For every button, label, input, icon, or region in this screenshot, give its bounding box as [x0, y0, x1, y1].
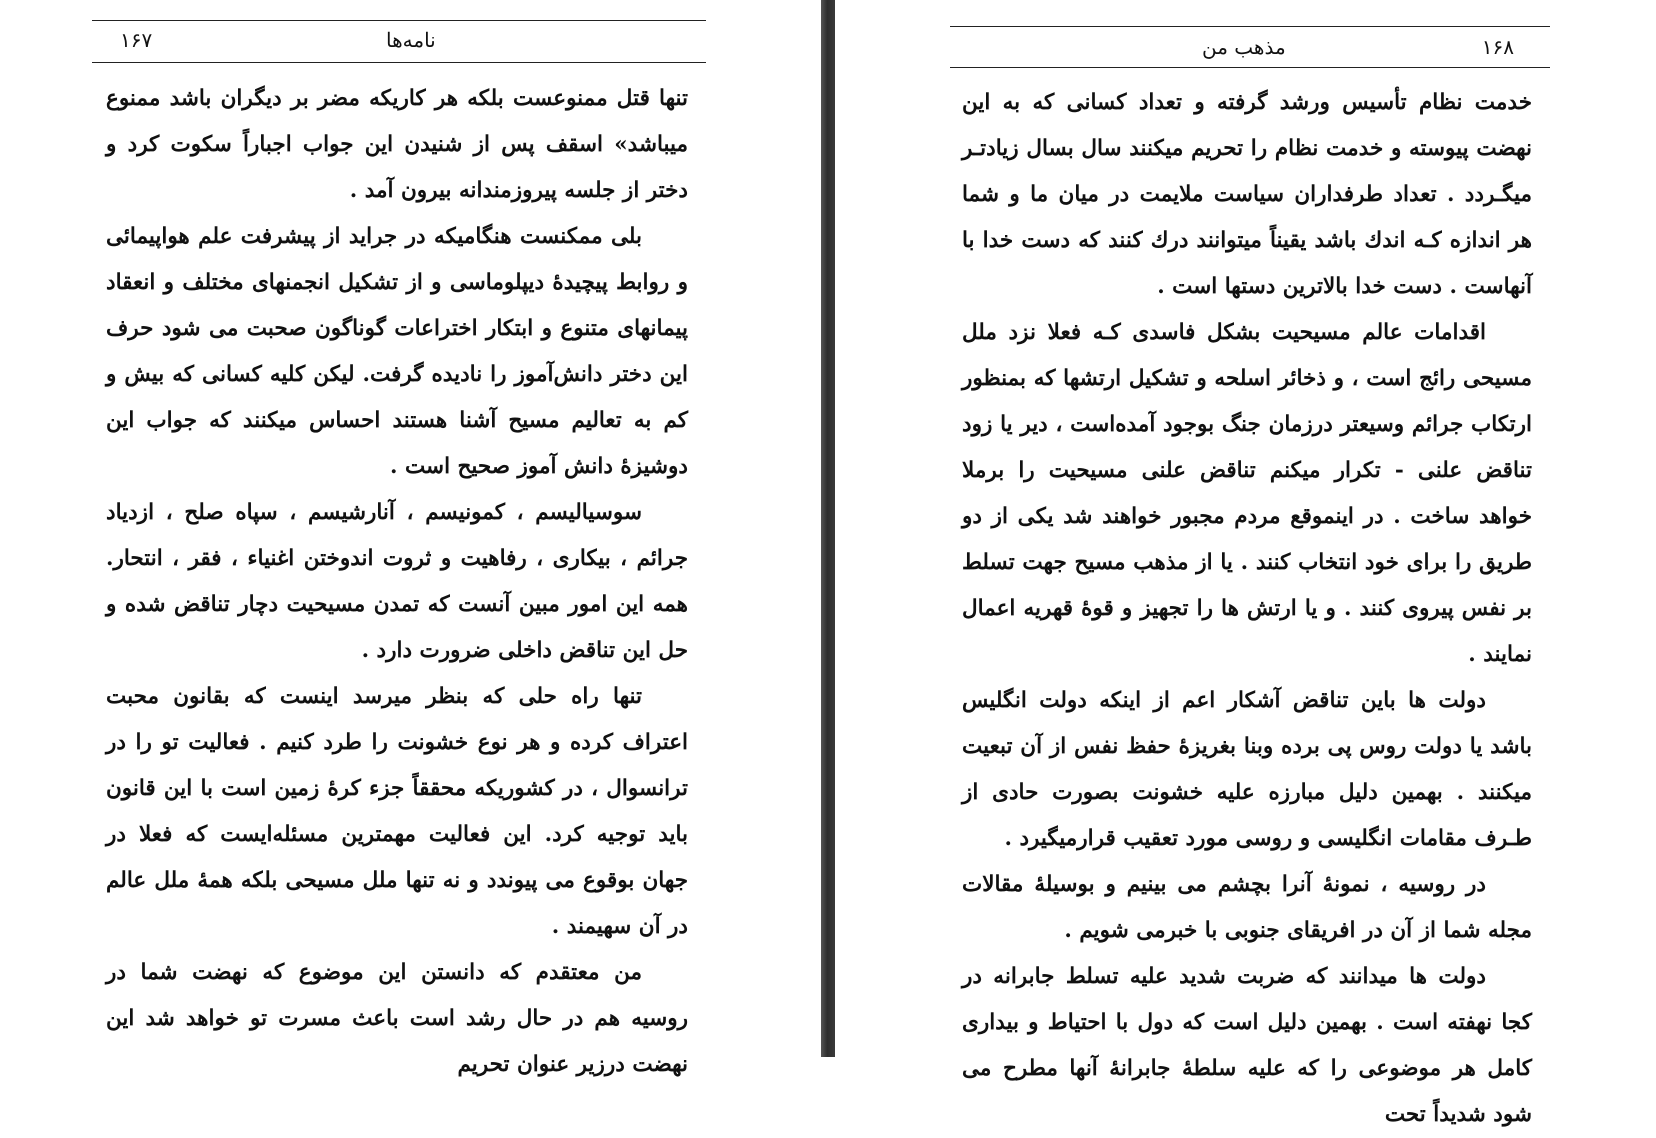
header-bottom-rule [950, 67, 1550, 68]
header-top-rule [950, 26, 1550, 27]
page-body [962, 80, 1532, 1138]
page-number: ۱۶۷ [120, 28, 153, 52]
paragraph: دولت ها باین تناقض آشکار اعم از اینکه دولت انگلیس باشد یا دولت روس پی برده وبنا بغریزهٔ حفظ نفس از آن تبعیت میکنند . بهمین دلیل مبارزه علیه خشونت بصورت حادی از طـرف مقامات انگلیسی و روسی مورد تعقیب قرارمیگیرد . [962, 688, 1532, 851]
paragraph: اقدامات عالم مسیحیت بشکل فاسدی کـه فعلا نزد ملل مسیحی رائج است ، و ذخائر اسلحه و تشکیل ارتشها که بمنظور ارتکاب جرائم وسیعتر درزمان جنگ بوجود آمده‌است ، دیر یا زود تناقض علنی - تکرار میکنم تناقض علنی مسیحیت را برملا خواهد ساخت . در اینموقع مردم مجبور خواهند شد یکی از دو طریق را برای خود انتخاب کنند . یا از مذهب مسیح جهت تسلط بر نفس پیروی کنند . و یا ارتش ها را تجهیز و قوهٔ قهریه اعمال نمایند . [962, 320, 1532, 667]
paragraph: تنها راه حلی که بنظر میرسد اینست که بقانون محبت اعتراف کرده و هر نوع خشونت را طرد کنیم . فعالیت تو را در ترانسوال ، در کشوریکه محققاً جزء کرهٔ زمین است با این قانون باید توجیه کرد. این فعالیت مهمترین مسئله‌ایست که فعلا در جهان بوقوع می پیوندد و نه تنها ملل مسیحی بلکه همهٔ ملل عالم در آن سهیمند . [106, 684, 688, 939]
running-title: نامه‌ها [386, 28, 436, 52]
paragraph: بلی ممکنست هنگامیکه در جراید از پیشرفت علم هواپیمائی و روابط پیچیدهٔ دیپلوماسی و از تشکیل انجمنهای مختلف و انعقاد پیمانهای متنوع و ابتکار اختراعات گوناگون صحبت می شود حرف این دختر دانش‌آموز را نادیده گرفت. لیکن کلیه کسانی که بیش و کم به تعالیم مسیح آشنا هستند احساس میکنند که جواب این دوشیزهٔ دانش آموز صحیح است . [106, 224, 688, 479]
page-header [92, 25, 706, 55]
page-body [106, 76, 688, 1088]
left-page [0, 0, 821, 1077]
paragraph: دولت ها میدانند که ضربت شدید علیه تسلط جابرانه در کجا نهفته است . بهمین دلیل است که دول با احتیاط و بیداری کامل هر موضوعی را که علیه سلطهٔ جابرانهٔ آنها مطرح می شود شدیداً تحت [962, 964, 1532, 1127]
page-header [950, 32, 1550, 62]
book-gutter [821, 0, 835, 1057]
header-bottom-rule [92, 62, 706, 63]
running-title: مذهب من [1202, 35, 1286, 59]
paragraph: تنها قتل ممنوعست بلکه هر کاریکه مضر بر دیگران باشد ممنوع میباشد» اسقف پس از شنیدن این جواب اجباراً سکوت کرد و دختر از جلسه پیروزمندانه بیرون آمد . [106, 86, 688, 203]
right-page [835, 0, 1656, 1127]
header-top-rule [92, 20, 706, 21]
paragraph: من معتقدم که دانستن این موضوع که نهضت شما در روسیه هم در حال رشد است باعث مسرت تو خواهد شد این نهضت درزیر عنوان تحریم [106, 960, 688, 1077]
paragraph: در روسیه ، نمونهٔ آنرا بچشم می بینیم و بوسیلهٔ مقالات مجله شما از آن در افریقای جنوبی با خبرمی شویم . [962, 872, 1532, 943]
paragraph: خدمت نظام تأسیس ورشد گرفته و تعداد کسانی که به این نهضت پیوسته و خدمت نظام را تحریم میکنند سال بسال زیادتـر میگـردد . تعداد طرفداران سیاست ملایمت در میان ما و شما هر اندازه کـه اندك باشد یقیناً میتوانند درك کنند که دست خدا با آنهاست . دست خدا بالاترین دستها است . [962, 90, 1532, 299]
page-number: ۱۶۸ [1481, 35, 1514, 59]
paragraph: سوسیالیسم ، کمونیسم ، آنارشیسم ، سپاه صلح ، ازدیاد جرائم ، بیکاری ، رفاهیت و ثروت اندوختن اغنیاء ، فقر ، انتحار. همه این امور مبین آنست که تمدن مسیحیت دچار تناقض شده و حل این تناقض داخلی ضرورت دارد . [106, 500, 688, 663]
